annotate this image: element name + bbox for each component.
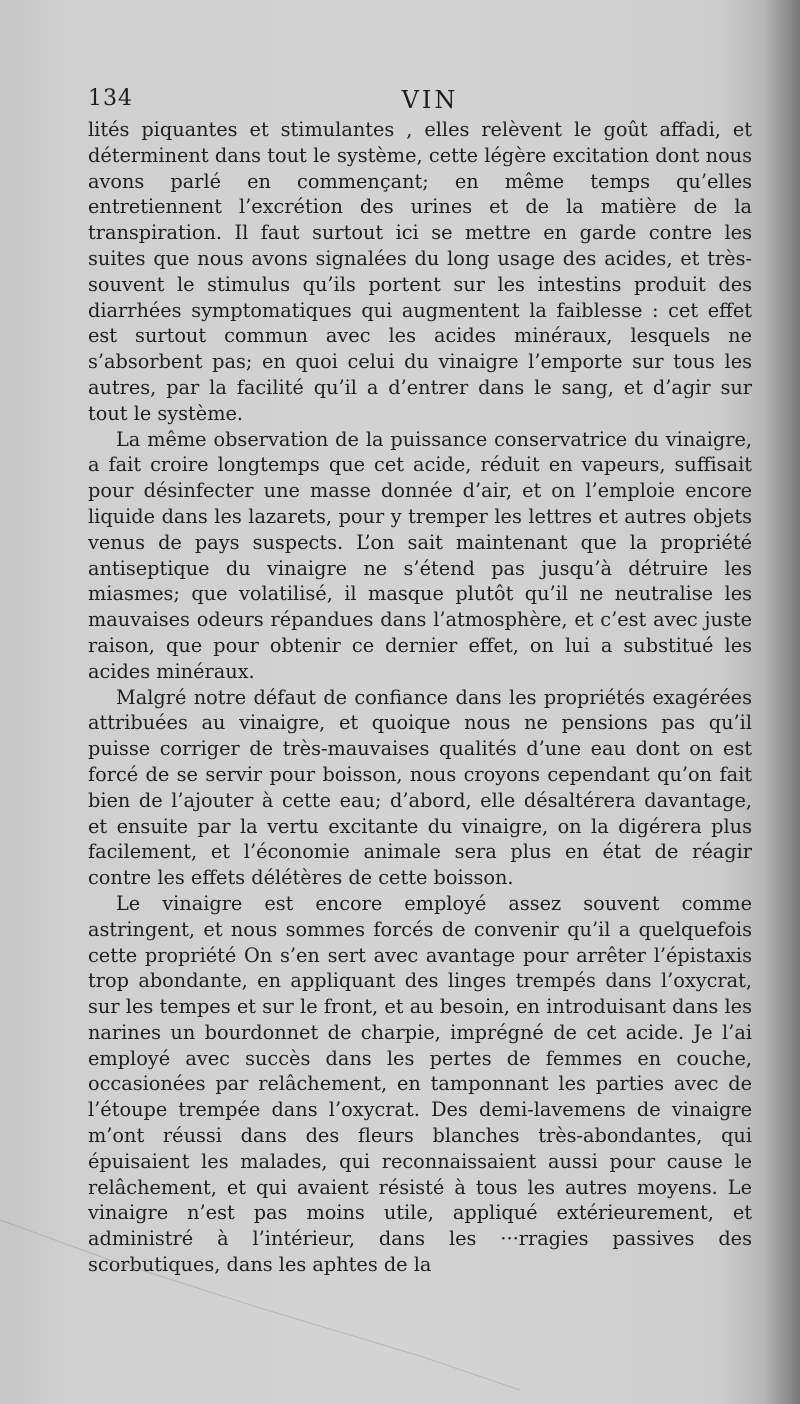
- paragraph-1: lités piquantes et stimulantes , elles relèvent le goût affadi, et déterminent dans tout le système, cette légère excitation dont nous avons parlé en commençant; en même temps qu’elles entretiennent l’excrétion des urines et de la matière de la transpiration. Il faut surtout ici se mettre en garde contre les suites que nous avons signalées du long usage des acides, et très-souvent le stimulus qu’ils portent sur les intestins produit des diarrhées symptomatiques qui augmentent la faiblesse : cet effet est surtout commun avec les acides minéraux, lesquels ne s’absorbent pas; en quoi celui du vinaigre l’emporte sur tous les autres, par la facilité qu’il a d’entrer dans le sang, et d’agir sur tout le système.: [88, 118, 752, 425]
- running-head: [88, 86, 752, 116]
- page-number: 134: [88, 86, 133, 111]
- paragraph-4: Le vinaigre est encore employé assez souvent comme astringent, et nous sommes forcés de convenir qu’il a quelquefois cette propriété On s’en sert avec avantage pour arrêter l’épistaxis trop abondante, en appliquant des linges trempés dans l’oxycrat, sur les tempes et sur le front, et au besoin, en introduisant dans les narines un bourdonnet de charpie, imprégné de cet acide. Je l’ai employé avec succès dans les pertes de femmes en couche, occasionées par relâchement, en tamponnant les parties avec de l’étoupe trempée dans l’oxycrat. Des demi-lavemens de vinaigre m’ont réussi dans des fleurs blanches très-abondantes, qui épuisaient les malades, qui reconnaissaient aussi pour cause le relâchement, et qui avaient résisté à tous les autres moyens. Le vinaigre n’est pas moins utile, appliqué extérieurement, et administré à l’intérieur, dans les ···rragies passives des scorbutiques, dans les aphtes de la: [88, 891, 752, 1277]
- running-title: VIN: [401, 86, 459, 114]
- paragraph-2: La même observation de la puissance conservatrice du vinaigre, a fait croire longtemps que cet acide, réduit en vapeurs, suffisait pour désinfecter une masse donnée d’air, et on l’emploie encore liquide dans les lazarets, pour y tremper les lettres et autres objets venus de pays suspects. L’on sait maintenant que la propriété antiseptique du vinaigre ne s’étend pas jusqu’à détruire les miasmes; que volatilisé, il masque plutôt qu’il ne neutralise les mauvaises odeurs répandues dans l’atmosphère, et c’est avec juste raison, que pour obtenir ce dernier effet, on lui a substitué les acides minéraux.: [88, 427, 752, 683]
- body-text: [88, 117, 752, 1278]
- paragraph-3: Malgré notre défaut de confiance dans les propriétés exagérées attribuées au vinaigre, et quoique nous ne pensions pas qu’il puisse corriger de très-mauvaises qualités d’une eau dont on est forcé de se servir pour boisson, nous croyons cependant qu’on fait bien de l’ajouter à cette eau; d’abord, elle désaltérera davantage, et ensuite par la vertu excitante du vinaigre, on la digérera plus facilement, et l’économie animale sera plus en état de réagir contre les effets délétères de cette boisson.: [88, 685, 752, 890]
- page-edge-shadow: [764, 0, 800, 1404]
